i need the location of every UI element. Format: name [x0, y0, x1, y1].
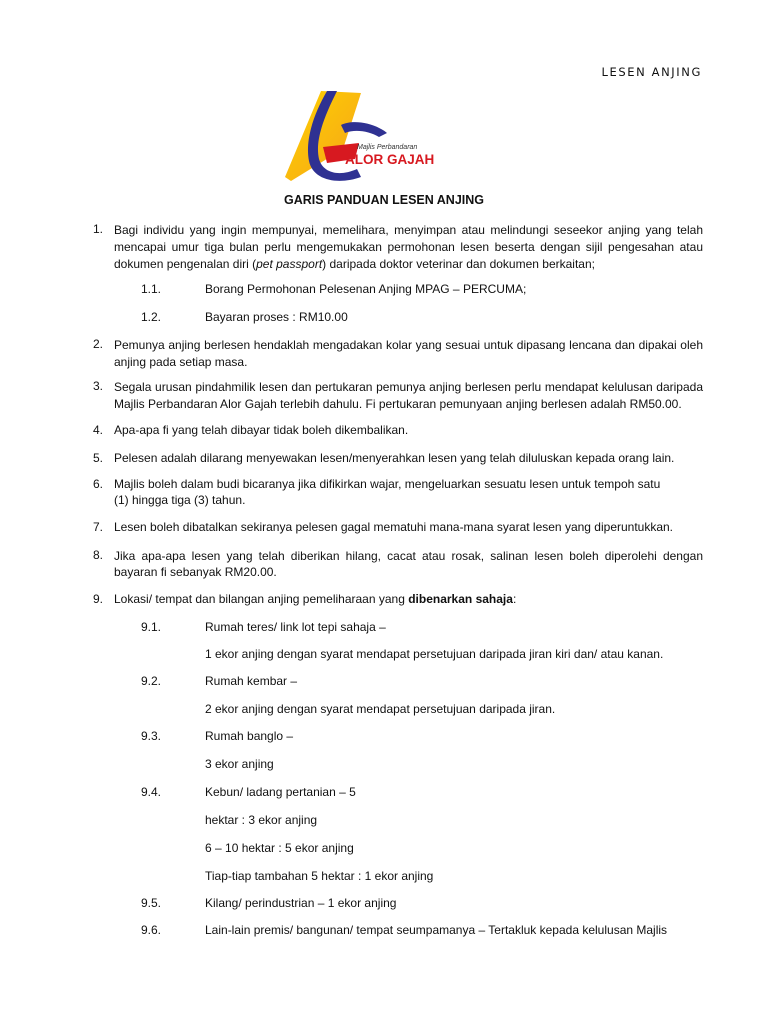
subitem-9-3-text: Rumah banglo –	[205, 729, 294, 743]
item-5-number: 5.	[93, 451, 104, 465]
subitem-9-4-number: 9.4.	[141, 785, 162, 799]
item-5-text: Pelesen adalah dilarang menyewakan lesen/menyerahkan lesen yang telah diluluskan kepada orang lain.	[114, 451, 675, 465]
subitem-9-6-text: Lain-lain premis/ bangunan/ tempat seumpamanya – Tertakluk kepada kelulusan Majlis	[205, 923, 668, 937]
item-7-number: 7.	[93, 520, 104, 534]
subitem-9-1-detail: 1 ekor anjing dengan syarat mendapat persetujuan daripada jiran kiri dan/ atau kanan.	[205, 647, 664, 661]
subitem-9-4-detail-2: 6 – 10 hektar : 5 ekor anjing	[205, 841, 354, 855]
subitem-1-2-number: 1.2.	[141, 310, 162, 324]
subitem-9-6-number: 9.6.	[141, 923, 162, 937]
item-6-line-1: Majlis boleh dalam budi bicaranya jika difikirkan wajar, mengeluarkan sesuatu lesen untuk tempoh satu	[114, 477, 661, 491]
subitem-9-4-detail-3: Tiap-tiap tambahan 5 hektar : 1 ekor anjing	[205, 869, 434, 883]
item-7-text: Lesen boleh dibatalkan sekiranya pelesen gagal mematuhi mana-mana syarat lesen yang diperuntukkan.	[114, 520, 674, 534]
item-1-number: 1.	[93, 222, 104, 236]
item-1-text: Bagi individu yang ingin mempunyai, memelihara, menyimpan atau melindungi seseekor anjing yang telah mencapai umur tiga bulan perlu mengemukakan permohonan lesen beserta dengan sijil pengesahan atau dokumen pengenalan diri (pet passport) daripada doktor veterinar dan dokumen berkaitan;	[114, 223, 703, 271]
subitem-9-5-text: Kilang/ perindustrian – 1 ekor anjing	[205, 896, 397, 910]
subitem-9-2-number: 9.2.	[141, 674, 162, 688]
document-title: GARIS PANDUAN LESEN ANJING	[283, 193, 485, 207]
subitem-9-4-detail-1: hektar : 3 ekor anjing	[205, 813, 318, 827]
item-8-number: 8.	[93, 548, 104, 562]
subitem-9-3-detail: 3 ekor anjing	[205, 757, 274, 771]
item-3-number: 3.	[93, 379, 104, 393]
logo-blue-arc	[341, 122, 387, 137]
header-label: LESEN ANJING	[601, 65, 702, 79]
item-9-number: 9.	[93, 592, 104, 606]
subitem-1-2-text: Bayaran proses : RM10.00	[205, 310, 348, 324]
subitem-9-2-detail: 2 ekor anjing dengan syarat mendapat persetujuan daripada jiran.	[205, 702, 556, 716]
item-6-line-2: (1) hingga tiga (3) tahun.	[114, 493, 246, 507]
logo-line2: ALOR GAJAH	[345, 152, 435, 167]
mpag-logo	[283, 89, 441, 181]
item-2-text: Pemunya anjing berlesen hendaklah mengadakan kolar yang sesuai untuk dipasang lencana dan dipakai oleh anjing pada setiap masa.	[114, 338, 703, 369]
subitem-9-1-text: Rumah teres/ link lot tepi sahaja –	[205, 620, 386, 634]
item-3-text: Segala urusan pindahmilik lesen dan pertukaran pemunya anjing berlesen perlu mendapat kelulusan daripada Majlis Perbandaran Alor Gajah terlebih dahulu. Fi pertukaran pemunyaan anjing berlesen adalah RM50.00.	[114, 380, 703, 411]
subitem-1-1-text: Borang Permohonan Pelesenan Anjing MPAG – PERCUMA;	[205, 282, 527, 296]
subitem-9-3-number: 9.3.	[141, 729, 162, 743]
subitem-9-2-text: Rumah kembar –	[205, 674, 298, 688]
item-8-text: Jika apa-apa lesen yang telah diberikan hilang, cacat atau rosak, salinan lesen boleh diperolehi dengan bayaran fi sebanyak RM20.00.	[114, 549, 703, 579]
subitem-9-4-text: Kebun/ ladang pertanian – 5	[205, 785, 356, 799]
item-4-text: Apa-apa fi yang telah dibayar tidak boleh dikembalikan.	[114, 423, 409, 437]
item-9-text: Lokasi/ tempat dan bilangan anjing pemeliharaan yang dibenarkan sahaja:	[114, 592, 517, 606]
subitem-9-5-number: 9.5.	[141, 896, 162, 910]
subitem-9-1-number: 9.1.	[141, 620, 162, 634]
item-6-number: 6.	[93, 477, 104, 491]
item-4-number: 4.	[93, 423, 104, 437]
item-2-number: 2.	[93, 337, 104, 351]
logo-line1: Majlis Perbandaran	[357, 144, 418, 151]
subitem-1-1-number: 1.1.	[141, 282, 162, 296]
